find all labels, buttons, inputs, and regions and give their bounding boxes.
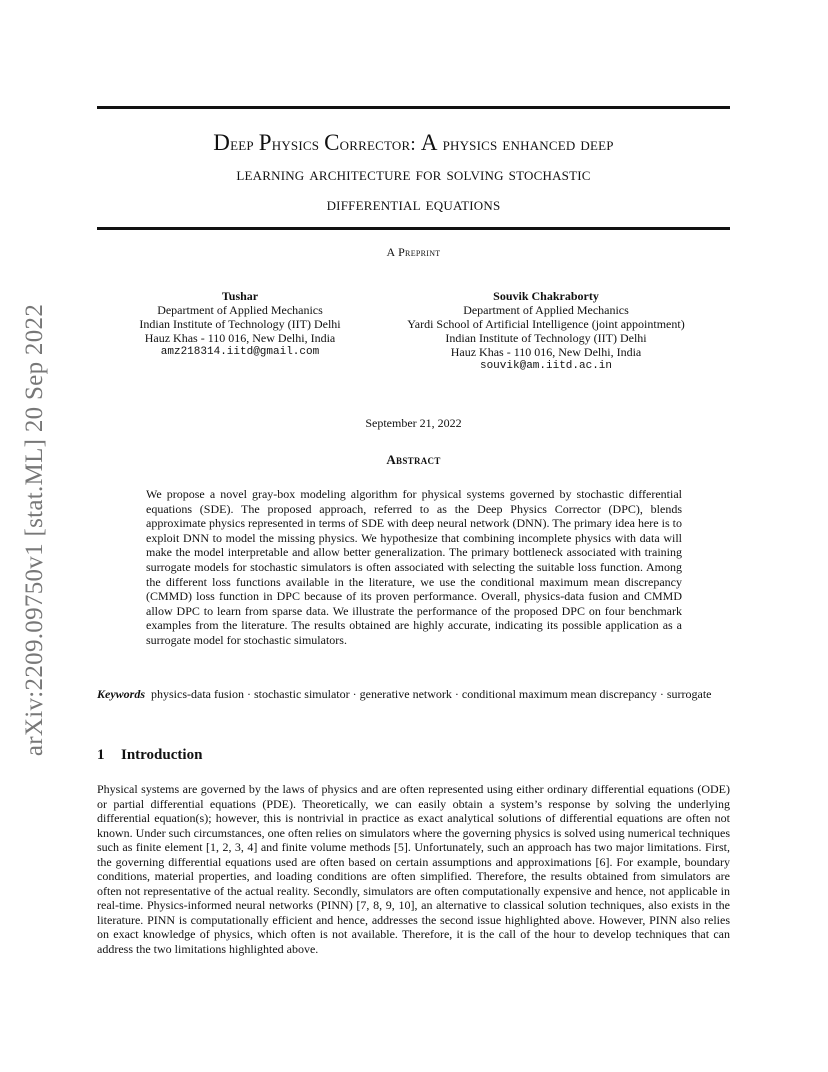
preprint-label: A Preprint — [386, 245, 441, 259]
abstract-heading: Abstract — [386, 452, 441, 467]
title-line-1: Deep Physics Corrector: A physics enhanced deep — [213, 130, 614, 155]
keywords — [97, 687, 730, 702]
paper-title — [97, 128, 730, 220]
author-affiliation: Indian Institute of Technology (IIT) Delhi — [445, 331, 647, 345]
paper-date: September 21, 2022 — [365, 416, 462, 430]
keywords-label: Keywords — [97, 687, 145, 701]
title-line-2: learning architecture for solving stochastic — [236, 164, 591, 185]
section-number: 1 — [97, 747, 105, 763]
title-line-3: differential equations — [326, 194, 501, 215]
author-email[interactable]: amz218314.iitd@gmail.com — [160, 346, 320, 358]
top-rule — [97, 106, 730, 109]
author-block-1 — [110, 289, 370, 359]
arxiv-id: arXiv:2209.09750v1 [stat.ML] 20 Sep 2022 — [21, 303, 48, 757]
author-name: Souvik Chakraborty — [493, 289, 599, 303]
author-address: Hauz Khas - 110 016, New Delhi, India — [450, 345, 642, 359]
author-block-2 — [380, 289, 712, 373]
author-affiliation: Department of Applied Mechanics — [463, 303, 629, 317]
section-title: Introduction — [121, 747, 203, 763]
author-email[interactable]: souvik@am.iitd.ac.in — [479, 360, 613, 372]
author-name: Tushar — [221, 289, 259, 303]
author-affiliation: Yardi School of Artificial Intelligence (joint appointment) — [407, 317, 685, 331]
section-heading — [97, 747, 202, 764]
keywords-list: physics-data fusion · stochastic simulator · generative network · conditional maximum mean discrepancy · surrogate — [151, 687, 712, 701]
abstract-text: We propose a novel gray-box modeling algorithm for physical systems governed by stochastic differential equations (SDE). The proposed approach, referred to as the Deep Physics Corrector (DPC), blends approximate physics represented in terms of SDE with deep neural network (DNN). The primary idea here is to exploit DNN to model the missing physics. We hypothesize that combining incomplete physics with data will make the model interpretable and allow better generalization. The primary bottleneck associated with training surrogate models for stochastic simulators is often associated with selecting the suitable loss function. Among the different loss functions available in the literature, we use the conditional maximum mean discrepancy (CMMD) loss function in DPC because of its proven performance. Overall, physics-data fusion and CMMD allow DPC to learn from sparse data. We illustrate the performance of the proposed DPC on four benchmark examples from the literature. The results obtained are highly accurate, indicating its possible application as a surrogate model for stochastic simulators. — [146, 487, 682, 647]
arxiv-stamp — [5, 285, 65, 775]
author-address: Hauz Khas - 110 016, New Delhi, India — [144, 331, 336, 345]
author-affiliation: Department of Applied Mechanics — [157, 303, 323, 317]
author-affiliation: Indian Institute of Technology (IIT) Delhi — [139, 317, 341, 331]
bottom-title-rule — [97, 227, 730, 230]
introduction-paragraph: Physical systems are governed by the laws of physics and are often represented using either ordinary differential equations (ODE) or partial differential equations (PDE). Theoretically, we can easily obtain a system’s response by solving the underlying differential equation(s); however, this is nontrivial in practice as exact analytical solutions of differential equations are often not known. Under such circumstances, one often relies on simulators where the governing physics is solved using numerical techniques such as finite element [1, 2, 3, 4] and finite volume methods [5]. Unfortunately, such an approach has two major limitations. First, the governing differential equations used are often based on certain assumptions and approximations [6]. For example, boundary conditions, material properties, and loading conditions are often simplified. Therefore, the results obtained from simulators are often not representative of the actual reality. Secondly, simulators are often computationally expensive and hence, not applicable in real-time. Physics-informed neural networks (PINN) [7, 8, 9, 10], an alternative to classical solution techniques, also exists in the literature. PINN is computationally efficient and hence, addresses the second issue highlighted above. However, PINN also relies on exact knowledge of physics, which often is not available. Therefore, it is the call of the hour to develop techniques that can address the two limitations highlighted above. — [97, 782, 730, 957]
